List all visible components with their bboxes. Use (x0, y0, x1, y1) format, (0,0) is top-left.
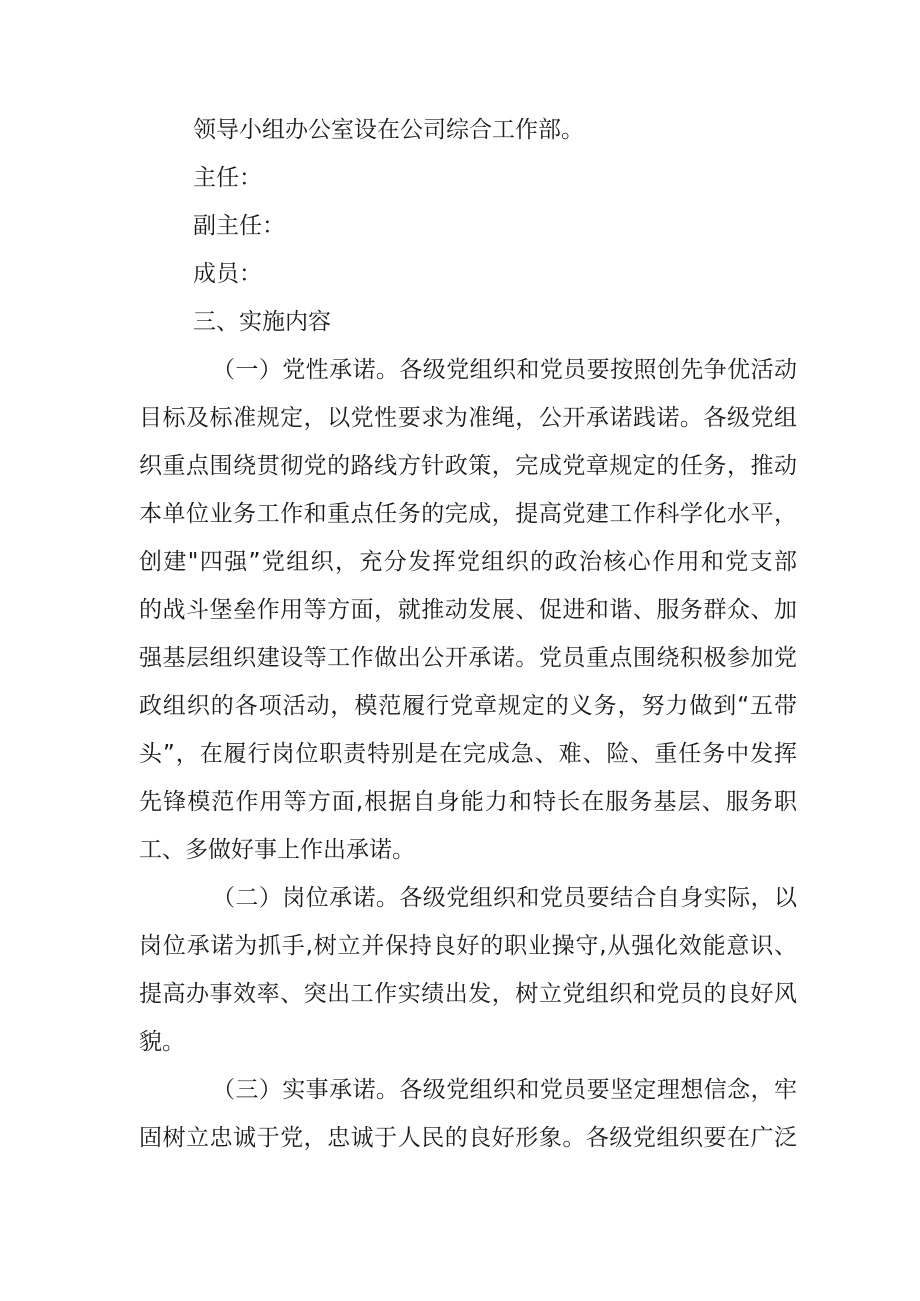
paragraph-line: 岗位承诺为抓手,树立并保持良好的职业操守,从强化效能意识、 (139, 933, 797, 959)
paragraph-first-line: 副主任： (193, 213, 285, 239)
paragraph-first-line: 领导小组办公室设在公司综合工作部。 (193, 117, 584, 143)
paragraph-first-line: 主任： (193, 165, 262, 191)
paragraph-line: 头”，在履行岗位职责特别是在完成急、难、险、重任务中发挥 (139, 741, 797, 767)
paragraph-first-line: （二）岗位承诺。各级党组织和党员要结合自身实际，以 (212, 885, 797, 911)
paragraph-line: 的战斗堡垒作用等方面，就推动发展、促进和谐、服务群众、加 (139, 597, 797, 623)
paragraph-line: 固树立忠诚于党，忠诚于人民的良好形象。各级党组织要在广泛 (139, 1125, 797, 1151)
paragraph-first-line: （三）实事承诺。各级党组织和党员要坚定理想信念，牢 (212, 1077, 797, 1103)
paragraph-line: 强基层组织建设等工作做出公开承诺。党员重点围绕积极参加党 (139, 645, 797, 671)
paragraph-line: 本单位业务工作和重点任务的完成，提高党建工作科学化水平， (139, 501, 797, 527)
paragraph-line: 先锋模范作用等方面,根据自身能力和特长在服务基层、服务职 (139, 789, 797, 815)
paragraph-first-line: 三、实施内容 (193, 309, 331, 335)
paragraph-first-line: （一）党性承诺。各级党组织和党员要按照创先争优活动 (212, 357, 797, 383)
paragraph-line: 貌。 (139, 1029, 185, 1055)
paragraph-line: 提高办事效率、突出工作实绩出发，树立党组织和党员的良好风 (139, 981, 797, 1007)
paragraph-line: 工、多做好事上作出承诺。 (139, 837, 415, 863)
paragraph-line: 目标及标准规定，以党性要求为准绳，公开承诺践诺。各级党组 (139, 405, 797, 431)
paragraph-first-line: 成员： (193, 261, 262, 287)
paragraph-line: 创建"四强”党组织，充分发挥党组织的政治核心作用和党支部 (139, 549, 797, 575)
paragraph-line: 织重点围绕贯彻党的路线方针政策，完成党章规定的任务，推动 (139, 453, 797, 479)
paragraph-line: 政组织的各项活动，模范履行党章规定的义务，努力做到“五带 (139, 693, 797, 719)
